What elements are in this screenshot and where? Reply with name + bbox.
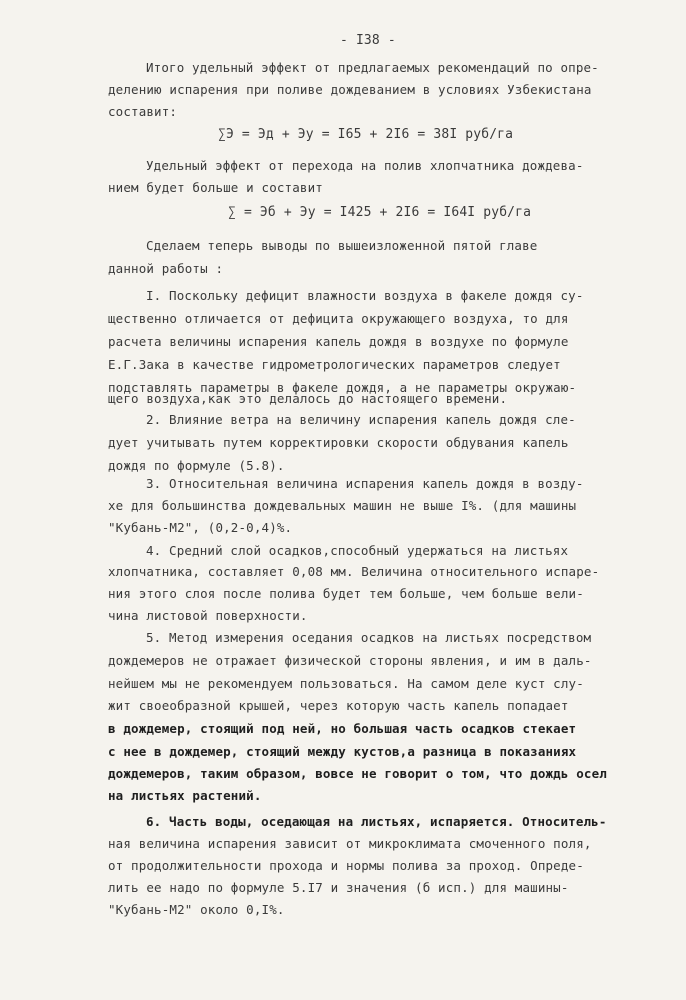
item3-line-3: "Кубань-М2", (0,2-0,4)%. [108, 520, 293, 535]
item2-line-1: 2. Влияние ветра на величину испарения капель дождя сле- [146, 412, 576, 427]
item5-line-2: дождемеров не отражает физической стороны явления, и им в даль- [108, 653, 592, 668]
page-number: - I38 - [340, 33, 396, 48]
intro-line-3: составит: [108, 104, 178, 119]
item6-line-2: ная величина испарения зависит от микроклимата смоченного поля, [108, 836, 592, 851]
item6-line-5: "Кубань-М2" около 0,I%. [108, 902, 285, 917]
item1-line-4: Е.Г.Зака в качестве гидрометрологических параметров следует [108, 357, 561, 372]
item1-line-1: I. Поскольку дефицит влажности воздуха в факеле дождя су- [146, 288, 584, 303]
item1-line-5: подставлять параметры в факеле дождя, а не параметры окружаю- [108, 380, 577, 395]
item5-line-4: жит своеобразной крышей, через которую часть капель попадает [108, 698, 569, 713]
para2-line-1: Удельный эффект от перехода на полив хлопчатника дождева- [146, 158, 584, 173]
para3-line-1: Сделаем теперь выводы по вышеизложенной пятой главе [146, 238, 538, 253]
item5-line-3: нейшем мы не рекомендуем пользоваться. На самом деле куст слу- [108, 676, 584, 691]
item4-line-3: ния этого слоя после полива будет тем больше, чем больше вели- [108, 586, 584, 601]
item5-line-8: на листьях растений. [108, 788, 262, 803]
item2-line-2: дует учитывать путем корректировки скорости обдувания капель [108, 435, 569, 450]
item1-line-3: расчета величины испарения капель дождя в воздухе по формуле [108, 334, 569, 349]
item4-line-4: чина листовой поверхности. [108, 608, 308, 623]
item4-line-1: 4. Средний слой осадков,способный удержаться на листьях [146, 543, 569, 558]
formula-total-effect: ∑Э = Эд + Эу = I65 + 2I6 = 38I руб/га [218, 127, 514, 142]
intro-line-1: Итого удельный эффект от предлагаемых рекомендаций по опре- [146, 60, 599, 75]
para2-line-2: нием будет больше и составит [108, 180, 323, 195]
intro-line-2: делению испарения при поливе дождеванием в условиях Узбекистана [108, 82, 592, 97]
item6-line-4: лить ее надо по формуле 5.I7 и значения (б исп.) для машины- [108, 880, 569, 895]
item5-line-6: с нее в дождемер, стоящий между кустов,а разница в показаниях [108, 744, 577, 759]
item4-line-2: хлопчатника, составляет 0,08 мм. Величина относительного испаре- [108, 564, 600, 579]
formula-cotton-effect: ∑ = Эб + Эу = I425 + 2I6 = I64I руб/га [228, 205, 532, 220]
item1-line-6: щего воздуха,как это делалось до настоящего времени. [108, 391, 508, 406]
item1-line-2: щественно отличается от дефицита окружающего воздуха, то для [108, 311, 569, 326]
item5-line-1: 5. Метод измерения оседания осадков на листьях посредством [146, 630, 592, 645]
item3-line-2: хе для большинства дождевальных машин не выше I%. (для машины [108, 498, 577, 513]
item5-line-7: дождемеров, таким образом, вовсе не говорит о том, что дождь осел [108, 766, 607, 781]
item5-line-5: в дождемер, стоящий под ней, но большая часть осадков стекает [108, 721, 577, 736]
para3-line-2: данной работы : [108, 261, 224, 276]
item6-line-1: 6. Часть воды, оседающая на листьях, испаряется. Относитель- [146, 814, 607, 829]
item2-line-3: дождя по формуле (5.8). [108, 458, 285, 473]
item6-line-3: от продолжительности прохода и нормы полива за проход. Опреде- [108, 858, 584, 873]
item3-line-1: 3. Относительная величина испарения капель дождя в возду- [146, 476, 584, 491]
